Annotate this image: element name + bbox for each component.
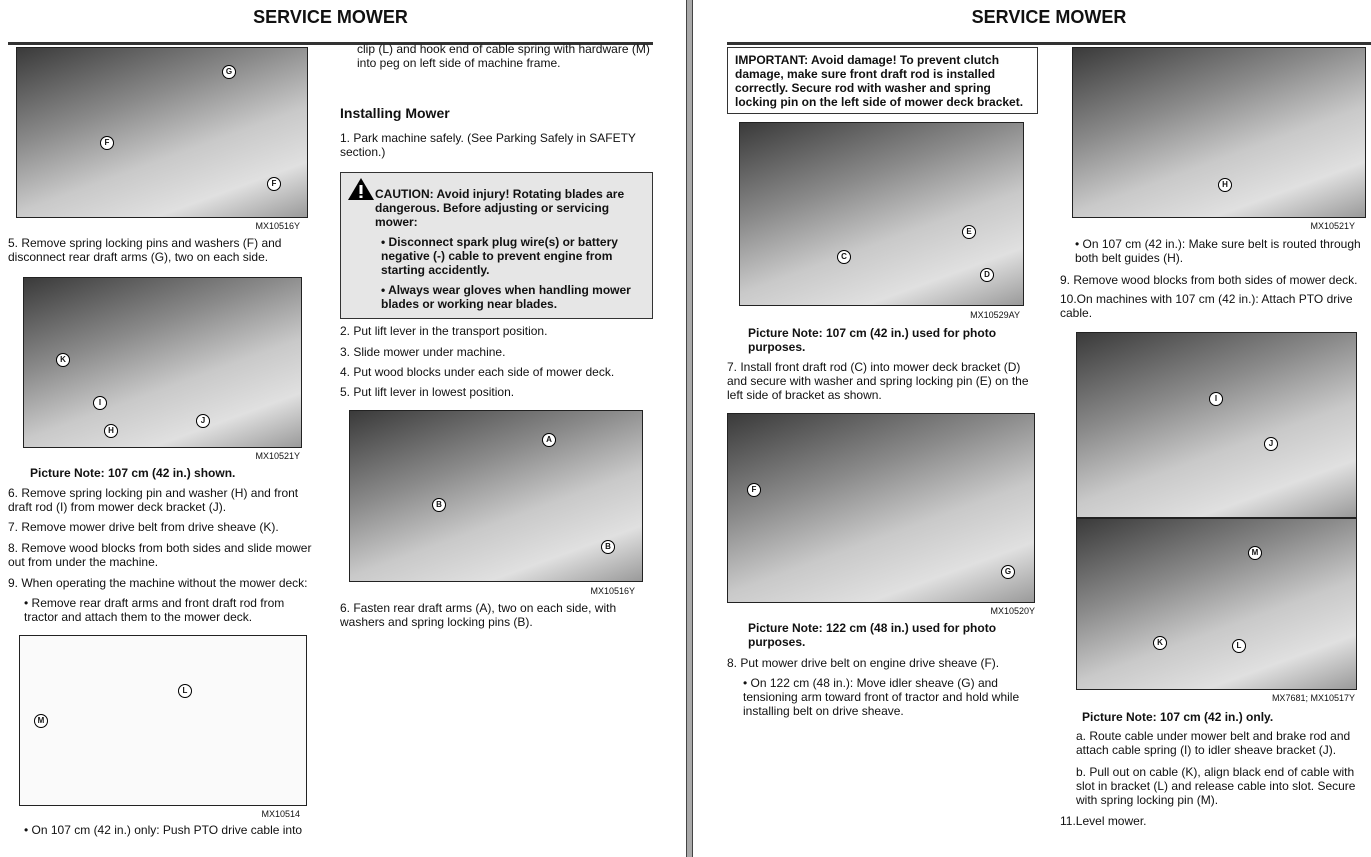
callout: B [432,498,446,512]
figure-caption: MX10514 [261,809,300,819]
figure-caption: MX10520Y [990,606,1035,616]
step-7: 7. Remove mower drive belt from drive sheave (K). [8,520,279,534]
figure-caption: MX10521Y [1310,221,1355,231]
page-title-right: SERVICE MOWER [971,7,1127,27]
warning-triangle-icon [347,177,375,201]
step-9-install: 9. Remove wood blocks from both sides of mower deck. [1060,273,1358,287]
install-step-5: 5. Put lift lever in lowest position. [340,385,515,399]
caution-box [340,172,653,319]
substep-b: b. Pull out on cable (K), align black end of cable with slot in bracket (L) and release cable into slot. Secure with spring locking pin (M). [1076,765,1356,807]
install-step-1: 1. Park machine safely. (See Parking Safely in SAFETY section.) [340,131,636,159]
continued-text: clip (L) and hook end of cable spring with hardware (M) into peg on left side of machine frame. [357,42,650,70]
callout: F [100,136,114,150]
callout: I [93,396,107,410]
figure-caption: MX10516Y [255,221,300,231]
install-step-6: 6. Fasten rear draft arms (A), two on each side, with washers and spring locking pins (B). [340,601,617,629]
substep-a: a. Route cable under mower belt and brake rod and attach cable spring (I) to idler sheave bracket (J). [1076,729,1351,757]
callout: H [104,424,118,438]
picture-note: Picture Note: 107 cm (42 in.) used for photo purposes. [748,326,997,354]
callout: M [34,714,48,728]
step-9: 9. When operating the machine without the mower deck: [8,576,308,590]
callout: C [837,250,851,264]
figure-caption: MX10516Y [590,586,635,596]
figure-pto-cable-bottom [1076,518,1357,690]
callout: G [222,65,236,79]
callout: K [56,353,70,367]
callout: G [1001,565,1015,579]
section-heading: Installing Mower [340,105,450,121]
callout: J [1264,437,1278,451]
figure-pto-cable-diagram [19,635,307,806]
figure-rear-draft-arms [349,410,643,582]
callout: J [196,414,210,428]
figure-belt-guides [1072,47,1366,218]
step-10-install: 10.On machines with 107 cm (42 in.): Attach PTO drive cable. [1060,292,1353,320]
caution-bullet: • Disconnect spark plug wire(s) or battery negative (-) cable to prevent engine from starting accidently. [381,235,618,277]
callout: F [747,483,761,497]
caution-text: CAUTION: Avoid injury! Rotating blades are dangerous. Before adjusting or servicing mower: [375,187,625,229]
callout: K [1153,636,1167,650]
install-step-2: 2. Put lift lever in the transport position. [340,324,548,338]
figure-drive-belt [727,413,1035,603]
bullet-belt-guides: • On 107 cm (42 in.): Make sure belt is routed through both belt guides (H). [1075,237,1361,265]
picture-note: Picture Note: 107 cm (42 in.) only. [1082,710,1274,724]
figure-caption: MX10529AY [970,310,1020,320]
callout: D [980,268,994,282]
callout: B [601,540,615,554]
callout: I [1209,392,1223,406]
callout: H [1218,178,1232,192]
header-rule [727,42,1371,45]
step-7-install: 7. Install front draft rod (C) into mower deck bracket (D) and secure with washer and spring locking pin (E) on the left side of bracket as shown. [727,360,1029,402]
callout: M [1248,546,1262,560]
figure-caption: MX10521Y [255,451,300,461]
callout: E [962,225,976,239]
figure-front-draft-rod-install [739,122,1024,306]
important-box: IMPORTANT: Avoid damage! To prevent clutch damage, make sure front draft rod is installed correctly. Secure rod with washer and spring locking pin on the left side of mower deck bracket. [727,47,1038,114]
figure-pto-cable-top [1076,332,1357,518]
caution-bullet: • Always wear gloves when handling mower blades or working near blades. [381,283,631,311]
page-title-left: SERVICE MOWER [253,7,408,27]
callout: L [178,684,192,698]
step-8: 8. Remove wood blocks from both sides and slide mower out from under the machine. [8,541,312,569]
step-11-install: 11.Level mower. [1060,814,1147,828]
install-step-4: 4. Put wood blocks under each side of mower deck. [340,365,615,379]
figure-draft-arms [16,47,308,218]
figure-caption: MX7681; MX10517Y [1271,693,1355,703]
install-step-3: 3. Slide mower under machine. [340,345,506,359]
figure-front-draft-rod [23,277,302,448]
callout: F [267,177,281,191]
bullet-pto: • On 107 cm (42 in.) only: Push PTO drive cable into [24,823,303,837]
picture-note: Picture Note: 122 cm (48 in.) used for photo purposes. [748,621,997,649]
step-6: 6. Remove spring locking pin and washer (H) and front draft rod (I) from mower deck bracket (J). [8,486,299,514]
step-8-install: 8. Put mower drive belt on engine drive sheave (F). [727,656,1000,670]
bullet-idler: • On 122 cm (48 in.): Move idler sheave (G) and tensioning arm toward front of tractor and hold while installing belt on drive sheave. [743,676,1020,718]
callout: A [542,433,556,447]
callout: L [1232,639,1246,653]
step-5: 5. Remove spring locking pins and washers (F) and disconnect rear draft arms (G), two on each side. [8,236,282,264]
bullet-remove-arms: • Remove rear draft arms and front draft rod from tractor and attach them to the mower deck. [24,596,285,624]
picture-note: Picture Note: 107 cm (42 in.) shown. [30,466,236,480]
page-gutter [686,0,693,857]
